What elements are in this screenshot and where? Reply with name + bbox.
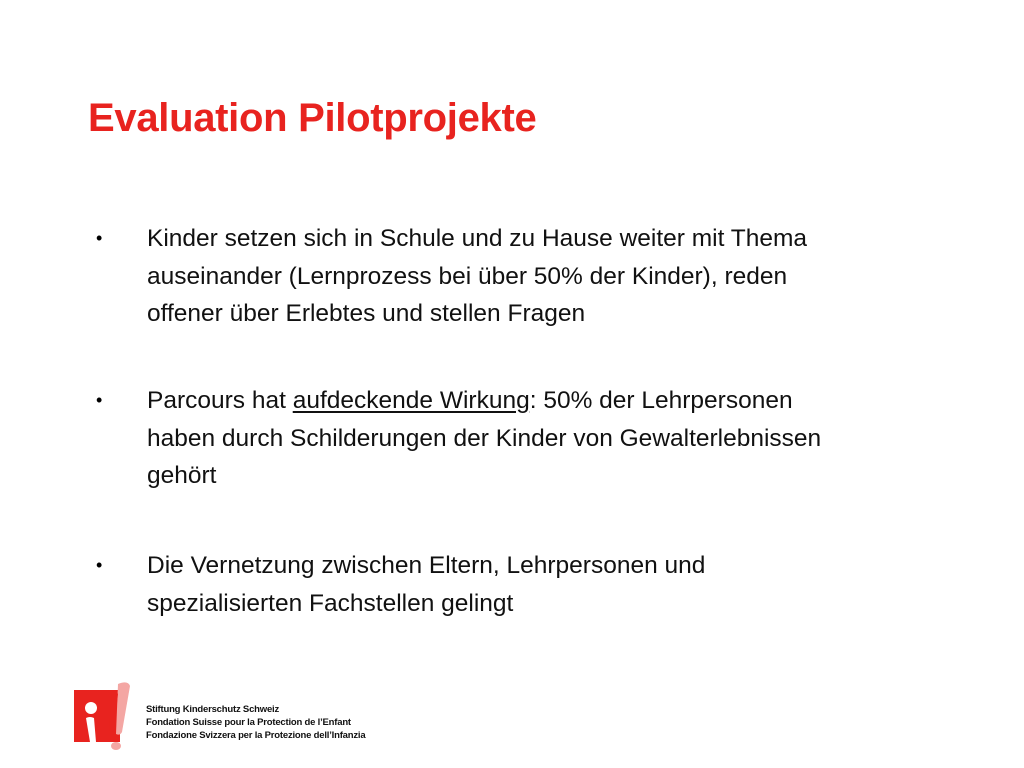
bullet-line: spezialisierten Fachstellen gelingt [147,589,514,617]
logo-exclamation-dot [111,742,121,750]
bullet-line: offener über Erlebtes und stellen Fragen [147,300,586,327]
bullet-marker: • [96,390,103,410]
bullet-line [147,382,937,420]
underlined-emphasis: aufdeckende Wirkung [292,387,530,414]
org-name-french: Fondation Suisse pour la Protection de l’Enfant [146,717,351,728]
org-name-german: Stiftung Kinderschutz Schweiz [146,704,280,715]
bullet-line: auseinander (Lernprozess bei über 50% der Kinder), reden [147,262,788,290]
slide-title: Evaluation Pilotprojekte [88,96,537,140]
bullet-text-suffix: : 50% der Lehrpersonen [529,387,793,414]
bullet-marker: • [96,555,103,575]
bullet-line: Die Vernetzung zwischen Eltern, Lehrpersonen und [147,552,706,579]
bullet-text [147,382,937,495]
footer-organization [146,703,365,742]
bullet-text [147,220,937,333]
org-name-italian: Fondazione Svizzera per la Protezione dell’Infanzia [146,730,366,741]
logo-exclamation-stroke [116,682,130,734]
bullet-text [147,547,937,622]
bullet-marker: • [96,228,103,248]
bullet-line: gehört [147,462,217,489]
bullet-line: haben durch Schilderungen der Kinder von Gewalterlebnissen [147,424,822,452]
bullet-text-prefix: Parcours hat [147,387,293,414]
bullet-line: Kinder setzen sich in Schule und zu Hause weiter mit Thema [147,225,808,252]
kinderschutz-logo-icon [74,680,134,756]
logo-figure-head [85,702,97,714]
